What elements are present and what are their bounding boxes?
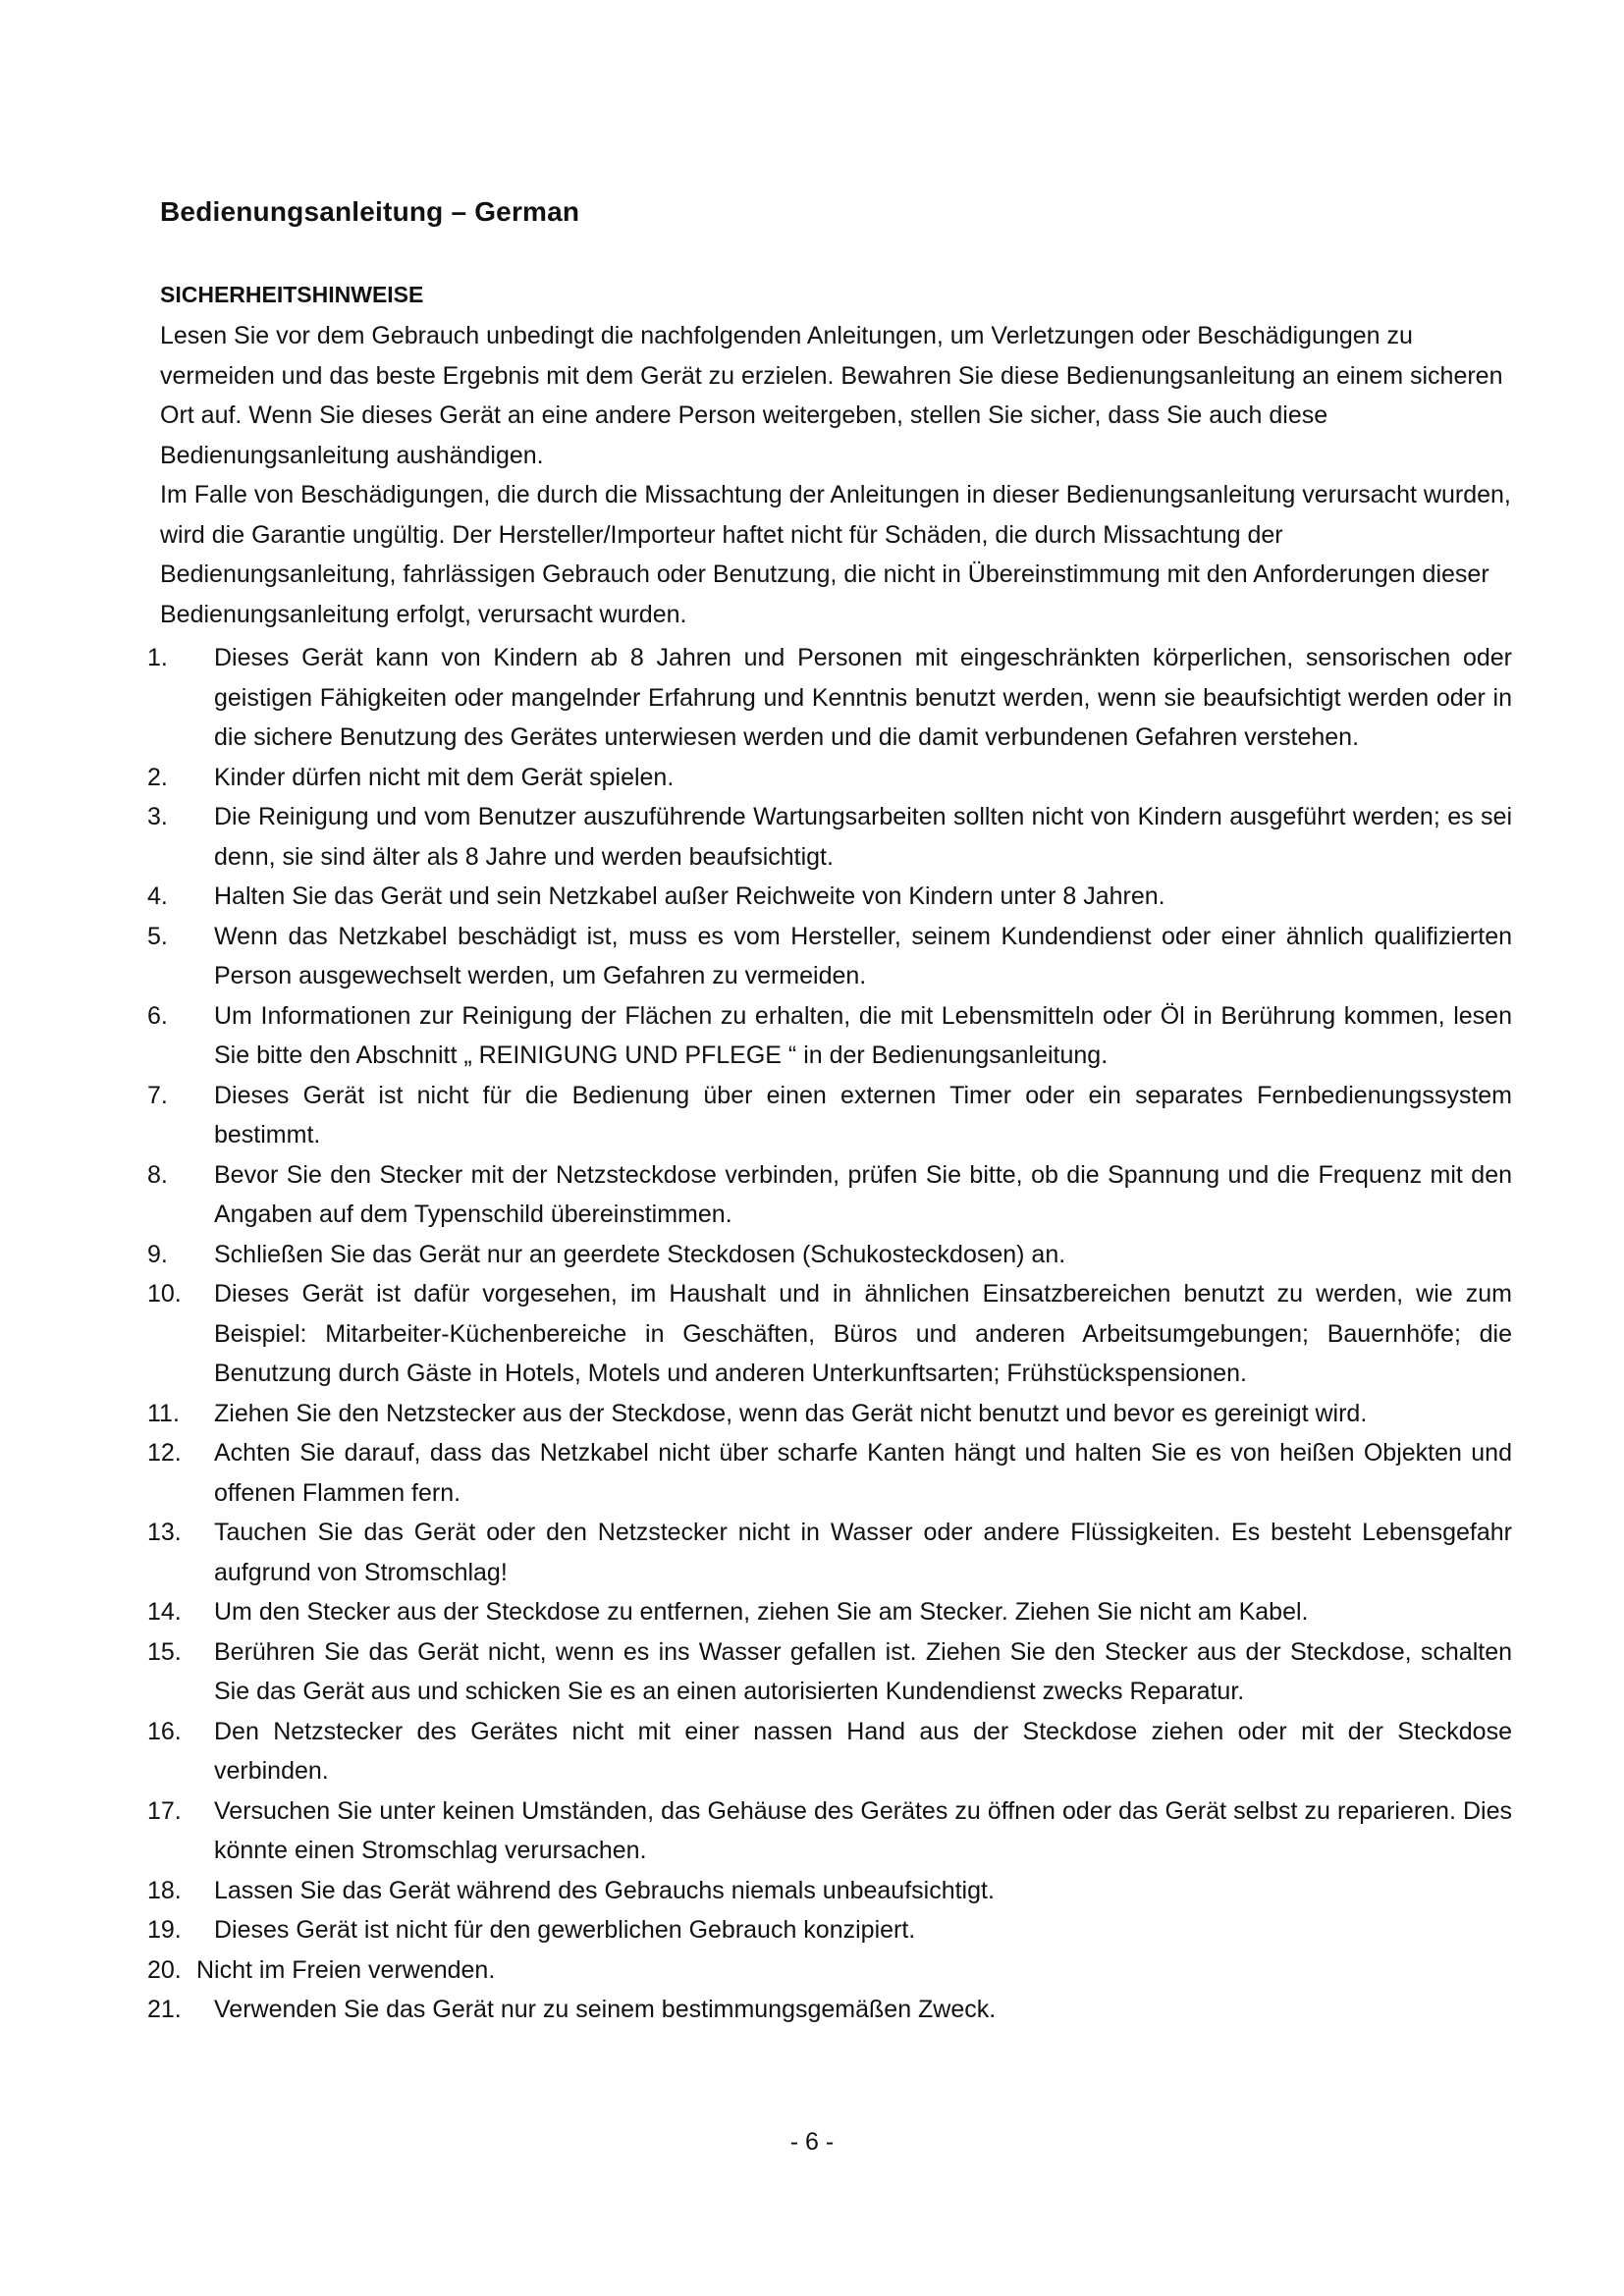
list-item-number: 9. [147,1240,168,1268]
list-item [147,797,1512,877]
intro-paragraph: Lesen Sie vor dem Gebrauch unbedingt die nachfolgenden Anleitungen, um Verletzungen oder Beschädigungen zu vermeiden und das beste Ergebnis mit dem Gerät zu erzielen. Bewahren Sie diese Bedienungsanleitung an einem sicheren Ort auf. Wenn Sie dieses Gerät an eine andere Person weitergeben, stellen Sie sicher, dass Sie auch diese Bedienungsanleitung aushändigen. [160,322,1503,469]
list-item-number: 19. [147,1916,182,1944]
list-item-text: Berühren Sie das Gerät nicht, wenn es ins Wasser gefallen ist. Ziehen Sie den Stecker aus der Steckdose, schalten Sie das Gerät aus und schicken Sie es an einen autorisierten Kundendienst zwecks Reparatur. [214,1637,1512,1705]
list-item-number: 4. [147,882,168,910]
list-item [147,1592,1512,1632]
section-heading: SICHERHEITSHINWEISE [160,282,424,307]
intro-paragraph: Im Falle von Beschädigungen, die durch die Missachtung der Anleitungen in dieser Bedienungsanleitung verursacht wurden, wird die Garantie ungültig. Der Hersteller/Importeur haftet nicht für Schäden, die durch Missachtung der Bedienungsanleitung, fahrlässigen Gebrauch oder Benutzung, die nicht in Übereinstimmung mit den Anforderungen dieser Bedienungsanleitung erfolgt, verursacht wurden. [160,481,1511,628]
list-item-number: 11. [147,1399,180,1427]
list-item-number: 14. [147,1598,182,1626]
list-item-text: Achten Sie darauf, dass das Netzkabel nicht über scharfe Kanten hängt und halten Sie es von heißen Objekten und offenen Flammen fern. [214,1439,1512,1507]
list-item-text: Die Reinigung und vom Benutzer auszuführende Wartungsarbeiten sollten nicht von Kindern ausgeführt werden; es sei denn, sie sind älter als 8 Jahre und werden beaufsichtigt. [214,803,1512,871]
list-item-number: 8. [147,1160,168,1189]
list-item-text: Verwenden Sie das Gerät nur zu seinem bestimmungsgemäßen Zweck. [214,1996,997,2023]
list-item-number: 2. [147,763,168,791]
list-item-text: Nicht im Freien verwenden. [196,1955,496,1984]
list-item-number: 18. [147,1876,182,1904]
list-item [147,1712,1512,1791]
list-item [147,758,1512,798]
list-item-text: Dieses Gerät kann von Kindern ab 8 Jahren und Personen mit eingeschränkten körperlichen, sensorischen oder geistigen Fähigkeiten oder mangelnder Erfahrung und Kenntnis benutzt werden, wenn sie beaufsichtigt werden oder in die sichere Benutzung des Gerätes unterwiesen werden und die damit verbundenen Gefahren verstehen. [214,644,1512,751]
list-item-text: Wenn das Netzkabel beschädigt ist, muss es vom Hersteller, seinem Kundendienst oder einer ähnlich qualifizierten Person ausgewechselt werden, um Gefahren zu vermeiden. [214,922,1512,989]
list-item [147,1791,1512,1871]
list-item-text: Um den Stecker aus der Steckdose zu entfernen, ziehen Sie am Stecker. Ziehen Sie nicht am Kabel. [214,1598,1309,1626]
list-item [147,917,1512,996]
safety-instructions-list [147,638,1512,2030]
list-item-text: Um Informationen zur Reinigung der Flächen zu erhalten, die mit Lebensmitteln oder Öl in Berührung kommen, lesen Sie bitte den Abschnitt „ REINIGUNG UND PFLEGE “ in der Bedienungsanleitung. [214,1001,1512,1069]
list-item [147,1513,1512,1592]
list-item-number: 17. [147,1796,182,1825]
list-item [147,1394,1512,1434]
list-item [147,877,1512,917]
list-item-text: Bevor Sie den Stecker mit der Netzsteckdose verbinden, prüfen Sie bitte, ob die Spannung und die Frequenz mit den Angaben auf dem Typenschild übereinstimmen. [214,1160,1512,1228]
list-item [147,1433,1512,1513]
list-item-text: Kinder dürfen nicht mit dem Gerät spielen. [214,763,675,791]
page-number: - 6 - [789,2128,835,2156]
list-item [147,1235,1512,1275]
intro-text [160,316,1515,634]
list-item-text: Halten Sie das Gerät und sein Netzkabel außer Reichweite von Kindern unter 8 Jahren. [214,882,1165,910]
list-item-number: 1. [147,644,168,671]
list-item [147,1871,1512,1911]
list-item-number: 10. [147,1280,182,1308]
list-item [147,1950,1512,1991]
document-title: Bedienungsanleitung – German [160,196,580,227]
list-item-text: Dieses Gerät ist nicht für den gewerblichen Gebrauch konzipiert. [214,1916,916,1944]
list-item [147,638,1512,758]
list-item-number: 13. [147,1519,182,1546]
list-item-text: Ziehen Sie den Netzstecker aus der Steckdose, wenn das Gerät nicht benutzt und bevor es gereinigt wird. [214,1399,1368,1427]
list-item-text: Tauchen Sie das Gerät oder den Netzstecker nicht in Wasser oder andere Flüssigkeiten. Es besteht Lebensgefahr aufgrund von Stromschlag! [214,1519,1512,1586]
list-item-text: Versuchen Sie unter keinen Umständen, das Gehäuse des Gerätes zu öffnen oder das Gerät selbst zu reparieren. Dies könnte einen Stromschlag verursachen. [214,1796,1512,1864]
list-item-number: 5. [147,922,168,950]
list-item-number: 6. [147,1001,168,1030]
list-item [147,1990,1512,2030]
list-item [147,1632,1512,1712]
list-item-text: Dieses Gerät ist nicht für die Bedienung über einen externen Timer oder ein separates Fernbedienungssystem bestimmt. [214,1081,1512,1148]
list-item-number: 12. [147,1439,182,1467]
list-item [147,996,1512,1076]
list-item-number: 16. [147,1717,182,1745]
list-item-number: 21. [147,1996,182,2023]
list-item-number: 3. [147,803,168,830]
list-item-text: Dieses Gerät ist dafür vorgesehen, im Haushalt und in ähnlichen Einsatzbereichen benutzt zu werden, wie zum Beispiel: Mitarbeiter-Küchenbereiche in Geschäften, Büros und anderen Arbeitsumgebungen; Bauernhöfe; die Benutzung durch Gäste in Hotels, Motels und anderen Unterkunftsarten; Frühstückspensionen. [214,1280,1512,1387]
list-item-text: Schließen Sie das Gerät nur an geerdete Steckdosen (Schukosteckdosen) an. [214,1240,1066,1268]
list-item [147,1910,1512,1950]
list-item-number: 20. [147,1955,182,1984]
list-item [147,1274,1512,1394]
list-item [147,1076,1512,1155]
list-item-text: Lassen Sie das Gerät während des Gebrauchs niemals unbeaufsichtigt. [214,1876,995,1904]
list-item-text: Den Netzstecker des Gerätes nicht mit einer nassen Hand aus der Steckdose ziehen oder mit der Steckdose verbinden. [214,1717,1512,1785]
list-item-number: 15. [147,1637,182,1666]
list-item-number: 7. [147,1081,168,1109]
list-item [147,1155,1512,1235]
